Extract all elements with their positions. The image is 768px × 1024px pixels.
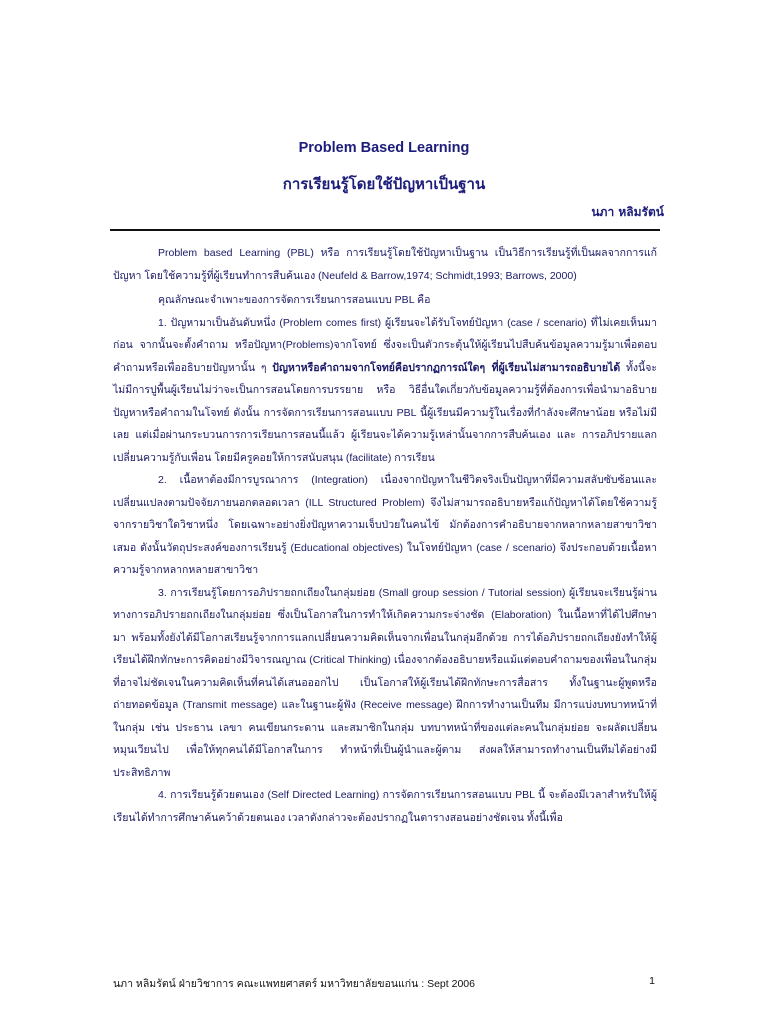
item-1-bold-text: ปัญหาหรือคำถามจากโจทย์คือปรากฏการณ์ใดๆ ที่ผู้เรียนไม่สามารถอธิบายได้ (272, 361, 621, 374)
item-1-text-end: ทั้งนี้จะไม่มีการปูพื้นผู้เรียนไม่ว่าจะเป็นการสอนโดยการบรรยาย หรือ วิธีอื่นใดเกี่ยวกับข้อมูลความรู้ที่ต้องการเพื่อนำมาอธิบายปัญหาหรือคำถามในโจทย์ ดังนั้น การจัดการเรียนการสอนแบบ PBL นี้ผู้เรียนมีความรู้ในเรื่องที่กำลังจะศึกษาน้อย หรือไม่มีเลย แต่เมื่อผ่านกระบวนการการเรียนการสอนนี้แล้ว ผู้เรียนจะได้ความรู้เหล่านั้นจากการสืบค้นเอง และ การอภิปรายแลกเปลี่ยนความรู้กับเพื่อน โดยมีครูคอยให้การสนับสนุน (facilitate) การเรียน (113, 361, 657, 464)
item-1-text-start: 1. ปัญหามาเป็นอันดับหนึ่ง (Problem comes first) ผู้เรียนจะได้รับโจทย์ปัญหา (case / scenario) ที่ไม่เคยเห็นมาก่อน จากนั้นจะตั้งคำถาม หรือปัญหา(Problems)จากโจทย์ ซึ่งจะเป็นตัวกระตุ้นให้ผู้เรียนไปสืบค้นข้อมูลความรู้มาเพื่อตอบคำถามหรือเพื่ออธิบายปัญหานั้น ๆ (113, 316, 657, 374)
list-item-3: 3. การเรียนรู้โดยการอภิปรายถกเถียงในกลุ่มย่อย (Small group session / Tutorial session) ผู้เรียนจะเรียนรู้ผ่านทางการอภิปรายถกเถียงในกลุ่มย่อย ซึ่งเป็นโอกาสในการทำให้เกิดความกระจ่างชัด (Elaboration) ในเนื้อหาที่ได้ไปศึกษามา พร้อมทั้งยังได้มีโอกาสเรียนรู้จากการแลกเปลี่ยนความคิดเห็นจากเพื่อนในกลุ่มอีกด้วย การได้อภิปรายถกเถียงยังทำให้ผู้เรียนได้ฝึกทักษะการคิดอย่างมีวิจารณญาณ (Critical Thinking) เนื่องจากต้องอธิบายหรือแม้แต่ตอบคำถามของเพื่อนในกลุ่มที่อาจไม่ชัดเจนในความคิดเห็นที่คนได้เสนอออกไป เป็นโอกาสให้ผู้เรียนได้ฝึกทักษะการสื่อสาร ทั้งในฐานะผู้พูดหรือถ่ายทอดข้อมูล (Transmit message) และในฐานะผู้ฟัง (Receive message) ฝึกการทำงานเป็นทีม มีการแบ่งบทบาทหน้าที่ในกลุ่ม เช่น ประธาน เลขา คนเขียนกระดาน และสมาชิกในกลุ่ม บทบาทหน้าที่ของแต่ละคนในกลุ่มย่อย จะผลัดเปลี่ยนหมุนเวียนไป เพื่อให้ทุกคนได้มีโอกาสในการ ทำหน้าที่เป็นผู้นำและผู้ตาม ส่งผลให้สามารถทำงานเป็นทีมได้อย่างมีประสิทธิภาพ (113, 586, 657, 779)
footer-credit: นภา หลิมรัตน์ ฝ่ายวิชาการ คณะแพทยศาสตร์ มหาวิทยาลัยขอนแก่น : Sept 2006 (113, 978, 475, 990)
list-item-1 (113, 312, 657, 470)
document-body (113, 242, 657, 829)
list-item-4: 4. การเรียนรู้ด้วยตนเอง (Self Directed Learning) การจัดการเรียนการสอนแบบ PBL นี้ จะต้องมีเวลาสำหรับให้ผู้เรียนได้ทำการศึกษาค้นคว้าด้วยตนเอง เวลาดังกล่าวจะต้องปรากฏในตารางสอนอย่างชัดเจน ทั้งนี้เพื่อ (113, 789, 657, 824)
author-name: นภา หลิมรัตน์ (591, 205, 664, 219)
document-title-thai: การเรียนรู้โดยใช้ปัญหาเป็นฐาน (282, 175, 486, 193)
header-divider (110, 229, 660, 231)
document-title-english: Problem Based Learning (298, 140, 470, 156)
page-number: 1 (649, 975, 655, 987)
characteristics-lead: คุณลักษณะจำเพาะของการจัดการเรียนการสอนแบบ PBL คือ (158, 294, 431, 306)
intro-paragraph: Problem based Learning (PBL) หรือ การเรียนรู้โดยใช้ปัญหาเป็นฐาน เป็นวิธีการเรียนรู้ที่เป็นผลจากการแก้ปัญหา โดยใช้ความรู้ที่ผู้เรียนทำการสืบค้นเอง (Neufeld & Barrow,1974; Schmidt,1993; Barrows, 2000) (113, 247, 657, 282)
list-item-2: 2. เนื้อหาต้องมีการบูรณาการ (Integration) เนื่องจากปัญหาในชีวิตจริงเป็นปัญหาที่มีความสลับซับซ้อนและเปลี่ยนแปลงตามปัจจัยภายนอกตลอดเวลา (ILL Structured Problem) จึงไม่สามารถอธิบายหรือแก้ปัญหาได้โดยใช้ความรู้จากรายวิชาใดวิชาหนึ่ง โดยเฉพาะอย่างยิ่งปัญหาความเจ็บป่วยในคนไข้ มักต้องการคำอธิบายจากหลากหลายสาขาวิชาเสมอ ดังนั้นวัตถุประสงค์ของการเรียนรู้ (Educational objectives) ในโจทย์ปัญหา (case / scenario) จึงประกอบด้วยเนื้อหาความรู้จากหลากหลายสาขาวิชา (113, 474, 657, 576)
